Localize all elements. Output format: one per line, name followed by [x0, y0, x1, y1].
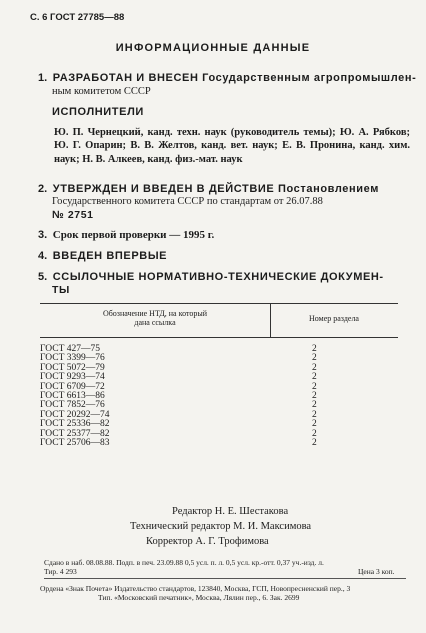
page-title: ИНФОРМАЦИОННЫЕ ДАННЫЕ [115, 42, 311, 54]
table-header-section: Номер раздела [309, 314, 359, 323]
section-3 [38, 229, 214, 242]
table-cell-standard: ГОСТ 3399—76 [40, 353, 105, 364]
performers-list: Ю. П. Чернецкий, канд. техн. наук (руководитель темы); Ю. А. Рябков; Ю. Г. Опарин; В. В. Желтов, канд. вет. наук; Е. В. Пронина, канд. хим. наук; Н. В. Алкеев, канд. физ.-мат. наук [54, 127, 410, 165]
imprint-publisher: Ордена «Знак Почета» Издательство стандартов, 123840, Москва, ГСП, Новопресненский пер., 3 [40, 584, 351, 593]
table-cell-standard: ГОСТ 9293—74 [40, 372, 105, 383]
table-header-standard [40, 309, 270, 327]
reference-table [40, 303, 398, 453]
section-2-number: 2. [38, 183, 48, 195]
section-1-line2: ным комитетом СССР [52, 86, 151, 97]
section-4-number: 4. [38, 250, 48, 262]
imprint-line-1: Сдано в наб. 08.08.88. Подп. в печ. 23.09.88 0,5 усл. п. л. 0,5 усл. кр.-отт. 0,37 уч.-изд. л. [44, 558, 324, 567]
section-1-number: 1. [38, 72, 48, 84]
section-3-text: Срок первой проверки — 1995 г. [52, 229, 215, 241]
table-cell-section: 2 [312, 381, 317, 392]
table-cell-standard: ГОСТ 20292—74 [40, 409, 110, 420]
table-cell-section: 2 [312, 372, 317, 383]
table-cell-section: 2 [312, 437, 317, 448]
table-cell-standard: ГОСТ 25706—83 [40, 437, 110, 448]
table-cell-standard: ГОСТ 5072—79 [40, 362, 105, 373]
table-cell-standard: ГОСТ 427—75 [40, 344, 100, 354]
imprint-circulation: Тир. 4 293 [44, 567, 77, 576]
table-cell-section: 2 [312, 353, 317, 364]
section-5-line1: ССЫЛОЧНЫЕ НОРМАТИВНО-ТЕХНИЧЕСКИЕ ДОКУМЕН- [52, 271, 384, 283]
section-1 [38, 72, 416, 85]
tech-editor-credit: Технический редактор М. И. Максимова [130, 521, 312, 532]
table-cell-standard: ГОСТ 6709—72 [40, 381, 105, 392]
table-cell-section: 2 [312, 344, 317, 354]
imprint-price: Цена 3 коп. [358, 567, 395, 576]
section-4 [38, 250, 167, 263]
section-5 [38, 271, 384, 284]
section-2 [38, 183, 379, 196]
table-header-rule [40, 337, 398, 338]
table-cell-standard: ГОСТ 25377—82 [40, 428, 110, 439]
section-5-line2: ТЫ [52, 284, 70, 296]
section-2-line1: УТВЕРЖДЕН И ВВЕДЕН В ДЕЙСТВИЕ Постановлением [52, 183, 379, 195]
table-body [40, 345, 398, 448]
page-header: С. 6 ГОСТ 27785—88 [30, 12, 125, 23]
table-top-rule [40, 303, 398, 304]
table-cell-standard: ГОСТ 6613—86 [40, 390, 105, 401]
section-4-text: ВВЕДЕН ВПЕРВЫЕ [52, 250, 168, 262]
table-cell-standard: ГОСТ 25336—82 [40, 419, 110, 430]
table-header-standard-line1: Обозначение НТД, на который [102, 309, 208, 318]
section-1-line1: РАЗРАБОТАН И ВНЕСЕН Государственным агропромышлен- [52, 72, 417, 84]
table-row [40, 439, 398, 448]
corrector-credit: Корректор А. Г. Трофимова [146, 536, 269, 547]
editor-credit: Редактор Н. Е. Шестакова [172, 506, 289, 517]
table-cell-section: 2 [312, 419, 317, 430]
imprint-printer: Тип. «Московский печатник», Москва, Лялин пер., 6. Зак. 2699 [98, 593, 300, 602]
table-cell-section: 2 [312, 428, 317, 439]
section-2-line3: № 2751 [52, 209, 94, 221]
section-3-number: 3. [38, 229, 48, 241]
section-5-number: 5. [38, 271, 48, 283]
imprint-divider [44, 578, 406, 579]
section-2-line2: Государственного комитета СССР по стандартам от 26.07.88 [52, 196, 323, 207]
table-cell-section: 2 [312, 409, 317, 420]
table-cell-section: 2 [312, 390, 317, 401]
table-header-standard-line2: дана ссылка [134, 318, 176, 327]
table-cell-standard: ГОСТ 7852—76 [40, 400, 105, 411]
table-cell-section: 2 [312, 362, 317, 373]
performers-heading: ИСПОЛНИТЕЛИ [52, 106, 144, 118]
table-cell-section: 2 [312, 400, 317, 411]
